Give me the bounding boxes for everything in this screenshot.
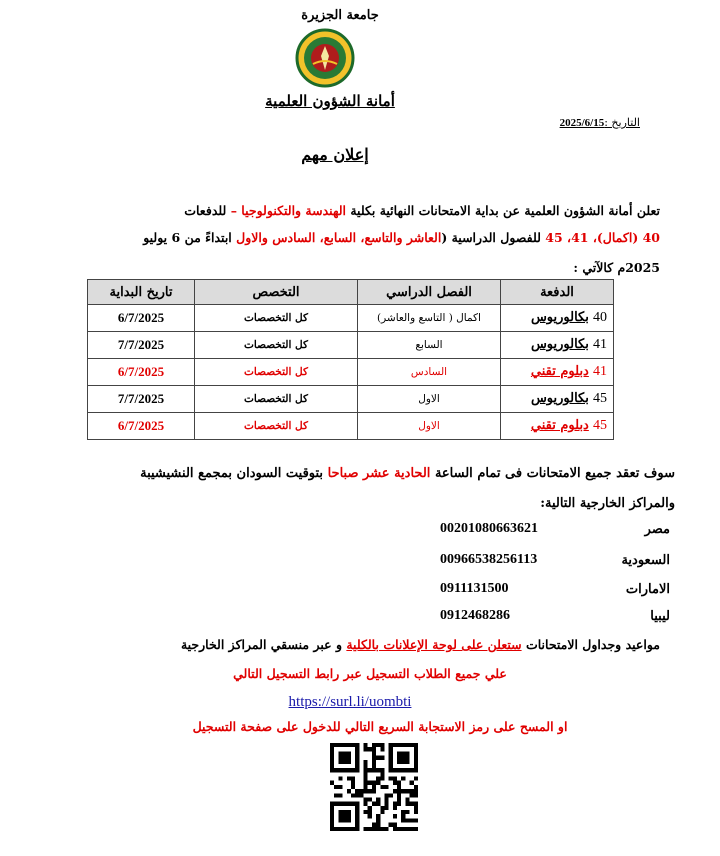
external-centers-heading: والمراكز الخارجية التالية: xyxy=(540,496,675,511)
exam-time-text-a: سوف تعقد جميع الامتحانات فى تمام الساعة xyxy=(434,466,675,481)
specialization-cell: كل التخصصات xyxy=(195,332,358,359)
exam-time-text-c: بتوقيت السودان بمجمع النشيشيبة xyxy=(140,466,324,481)
intro-text-1a: تعلن أمانة الشؤون العلمية عن بداية الامتحانات النهائية بكلية xyxy=(350,203,660,218)
intro-line-1 xyxy=(60,203,660,218)
qr-instruction: او المسح على رمز الاستجابة السريع التالي للدخول على صفحة التسجيل xyxy=(192,719,568,734)
registration-link[interactable]: https://surl.li/uombti xyxy=(288,694,412,710)
table-row xyxy=(88,305,614,332)
col-header-start-date: تاريخ البداية xyxy=(88,280,195,305)
date-value: 2025/6/15 xyxy=(559,117,605,129)
start-date-cell: 6/7/2025 xyxy=(88,305,195,332)
start-date-cell: 7/7/2025 xyxy=(88,332,195,359)
schedule-table xyxy=(87,279,614,440)
table-row xyxy=(88,413,614,440)
exam-time-line xyxy=(35,466,675,481)
table-row xyxy=(88,332,614,359)
intro-line-2 xyxy=(60,230,660,245)
semesters: العاشر والتاسع، السابع، السادس والاول xyxy=(236,230,442,245)
schedule-notice-c: و عبر منسقي المراكز الخارجية xyxy=(180,637,342,652)
batches: 40 (اكمال)، 41، 45 xyxy=(545,230,660,245)
specialization-cell: كل التخصصات xyxy=(195,413,358,440)
table-row xyxy=(88,386,614,413)
schedule-notice-a: مواعيد وجداول الامتحانات xyxy=(525,637,660,652)
program-type: بكالوريوس xyxy=(530,310,589,325)
semester-cell: الاول xyxy=(358,386,501,413)
center-country: السعودية xyxy=(621,553,670,568)
program-type: بكالوريوس xyxy=(530,337,589,352)
col-header-semester: الفصل الدراسي xyxy=(358,280,501,305)
batch-number: 41 xyxy=(593,364,607,379)
start-phrase: ابتداءً من 6 يوليو xyxy=(143,230,232,245)
schedule-notice-b: ستعلن على لوحة الإعلانات بالكلية xyxy=(346,637,522,652)
batch-cell xyxy=(501,413,614,440)
date-line xyxy=(540,116,640,129)
batch-number: 40 xyxy=(593,310,607,325)
batch-cell xyxy=(501,359,614,386)
specialization-cell: كل التخصصات xyxy=(195,359,358,386)
university-name: جامعة الجزيرة xyxy=(301,8,379,23)
center-country: الامارات xyxy=(625,582,670,597)
intro-line-3: 2025م كالآتي : xyxy=(573,260,660,275)
batch-cell xyxy=(501,305,614,332)
center-phone: 00966538256113 xyxy=(440,552,538,567)
semester-cell: اكمال ( التاسع والعاشر) xyxy=(358,305,501,332)
exam-time: الحادية عشر صباحا xyxy=(327,466,431,481)
specialization-cell: كل التخصصات xyxy=(195,305,358,332)
table-row xyxy=(88,359,614,386)
department-name: أمانة الشؤون العلمية xyxy=(265,92,395,110)
semester-cell: السادس xyxy=(358,359,501,386)
center-country: مصر xyxy=(644,522,670,537)
program-type: دبلوم تقني xyxy=(530,418,589,433)
center-country: ليبيا xyxy=(650,609,670,624)
program-type: بكالوريوس xyxy=(530,391,589,406)
registration-qr-code[interactable] xyxy=(330,743,418,831)
start-date-cell: 6/7/2025 xyxy=(88,413,195,440)
semester-cell: السابع xyxy=(358,332,501,359)
batch-number: 45 xyxy=(593,418,607,433)
semester-cell: الاول xyxy=(358,413,501,440)
start-date-cell: 7/7/2025 xyxy=(88,386,195,413)
batch-cell xyxy=(501,386,614,413)
announcement-title: إعلان مهم xyxy=(301,145,369,164)
faculty-name: الهندسة والتكنولوجيا – xyxy=(230,203,346,218)
center-phone: 0911131500 xyxy=(440,581,509,596)
col-header-specialization: التخصص xyxy=(195,280,358,305)
schedule-notice-line xyxy=(20,637,660,652)
date-label: التاريخ : xyxy=(604,116,640,129)
program-type: دبلوم تقني xyxy=(530,364,589,379)
center-phone: 0912468286 xyxy=(440,608,510,623)
intro-text-2b: للفصول الدراسية ( xyxy=(441,230,541,245)
batch-number: 41 xyxy=(593,337,607,352)
col-header-batch: الدفعة xyxy=(501,280,614,305)
batch-cell xyxy=(501,332,614,359)
specialization-cell: كل التخصصات xyxy=(195,386,358,413)
start-date-cell: 6/7/2025 xyxy=(88,359,195,386)
batch-number: 45 xyxy=(593,391,607,406)
registration-instruction: علي جميع الطلاب التسجيل عبر رابط التسجيل التالي xyxy=(233,666,507,681)
table-header-row xyxy=(88,280,614,305)
university-logo xyxy=(295,28,355,88)
center-phone: 00201080663621 xyxy=(440,521,538,536)
intro-text-1c: للدفعات xyxy=(184,203,227,218)
